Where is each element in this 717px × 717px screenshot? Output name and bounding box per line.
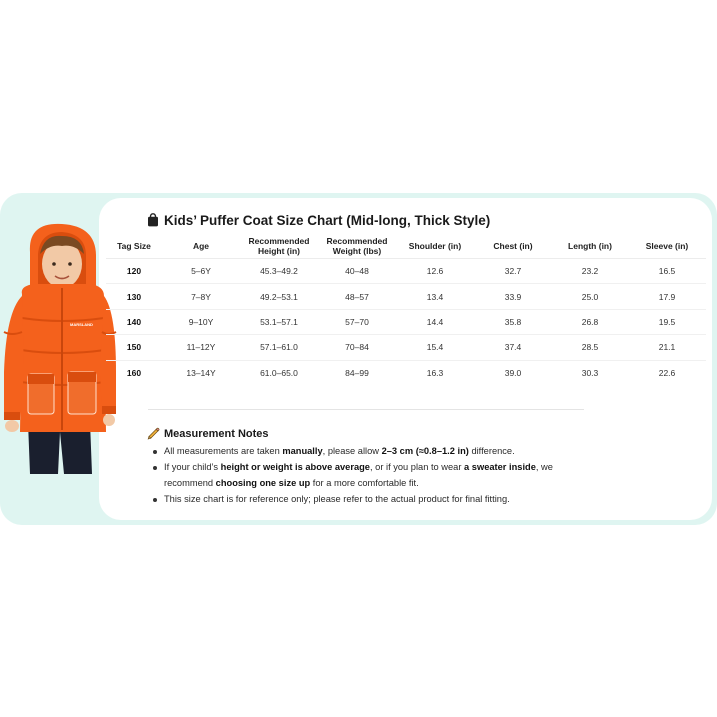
table-cell: 23.2 bbox=[552, 259, 628, 284]
tag-size-cell: 120 bbox=[106, 259, 162, 284]
table-header-cell bbox=[396, 233, 474, 259]
notes-heading bbox=[147, 426, 269, 441]
table-cell: 21.1 bbox=[628, 335, 706, 360]
header-line: Height (in) bbox=[257, 245, 301, 256]
note-text: , or if you plan to wear bbox=[369, 462, 465, 473]
table-cell: 61.0–65.0 bbox=[260, 367, 298, 378]
table-cell: 12.6 bbox=[396, 259, 474, 284]
table-cell: 26.8 bbox=[552, 309, 628, 334]
table-cell: 37.4 bbox=[474, 335, 552, 360]
table-body bbox=[106, 259, 706, 385]
table-cell: 15.4 bbox=[396, 335, 474, 360]
table-cell: 9–10Y bbox=[162, 309, 240, 334]
chart-title bbox=[147, 211, 490, 229]
note-text: , we recommend bbox=[164, 462, 553, 488]
table-cell: 53.1–57.1 bbox=[240, 309, 318, 334]
tag-size-cell: 140 bbox=[106, 309, 162, 334]
table-row bbox=[106, 335, 706, 360]
note-text: If your child’s bbox=[164, 462, 221, 473]
table-header-row bbox=[106, 233, 706, 259]
table-cell: 48–57 bbox=[318, 284, 396, 309]
note-text: All measurements are taken bbox=[164, 446, 283, 456]
table-cell: 16.3 bbox=[426, 367, 444, 378]
header-line: Sleeve (in) bbox=[645, 240, 689, 251]
table-cell: 32.7 bbox=[474, 259, 552, 284]
table-header-cell bbox=[106, 233, 162, 259]
table-cell: 5–6Y bbox=[162, 259, 240, 284]
table-cell: 28.5 bbox=[552, 335, 628, 360]
table-header-cell bbox=[240, 233, 318, 259]
table-cell: 22.6 bbox=[658, 367, 676, 378]
note-text: , please allow bbox=[322, 446, 382, 456]
note-emphasis: choosing one size up bbox=[215, 477, 311, 488]
table-cell: 39.0 bbox=[504, 367, 522, 378]
coat-logo-text: MARSLAND bbox=[70, 322, 93, 327]
bullet-icon bbox=[153, 466, 157, 470]
note-text: difference. bbox=[468, 446, 515, 456]
header-line: Recommended bbox=[326, 235, 388, 246]
table-cell: 30.3 bbox=[581, 367, 599, 378]
note-item bbox=[150, 492, 600, 508]
table-cell: 33.9 bbox=[474, 284, 552, 309]
note-text: for a more comfortable fit. bbox=[310, 477, 419, 488]
table-cell: 35.8 bbox=[474, 309, 552, 334]
note-item bbox=[150, 444, 600, 460]
table-cell: 13–14Y bbox=[186, 367, 216, 378]
table-cell: 57.1–61.0 bbox=[240, 335, 318, 360]
tag-size-cell: 160 bbox=[126, 367, 142, 378]
notes-heading-text: Measurement Notes bbox=[164, 427, 269, 440]
table-row bbox=[106, 360, 706, 385]
table-cell: 25.0 bbox=[552, 284, 628, 309]
table-header-cell bbox=[552, 233, 628, 259]
note-emphasis: a sweater inside bbox=[464, 462, 536, 473]
header-line: Weight (lbs) bbox=[332, 245, 382, 256]
table-cell: 19.5 bbox=[628, 309, 706, 334]
note-emphasis: height or weight is above average bbox=[220, 462, 370, 473]
header-line: Tag Size bbox=[117, 240, 151, 251]
table-cell: 45.3–49.2 bbox=[240, 259, 318, 284]
bullet-icon bbox=[153, 498, 157, 502]
section-divider bbox=[148, 409, 584, 410]
header-line: Chest (in) bbox=[493, 240, 533, 251]
table-header-cell bbox=[162, 233, 240, 259]
note-emphasis: manually bbox=[282, 446, 323, 456]
table-header-cell bbox=[318, 233, 396, 259]
bullet-icon bbox=[153, 450, 157, 454]
size-chart-table bbox=[106, 233, 706, 385]
table-header-cell bbox=[628, 233, 706, 259]
notes-list bbox=[150, 444, 600, 507]
pencil-icon bbox=[147, 427, 160, 440]
table-cell: 49.2–53.1 bbox=[240, 284, 318, 309]
table-header-cell bbox=[474, 233, 552, 259]
header-line: Shoulder (in) bbox=[408, 240, 462, 251]
table-cell: 57–70 bbox=[318, 309, 396, 334]
table-row bbox=[106, 259, 706, 284]
header-line: Length (in) bbox=[568, 240, 612, 251]
header-line: Recommended bbox=[248, 235, 310, 246]
chart-title-text: Kids’ Puffer Coat Size Chart (Mid-long, Thick Style) bbox=[164, 212, 491, 228]
header-line: Age bbox=[192, 240, 210, 251]
tag-size-cell: 150 bbox=[106, 335, 162, 360]
table-cell: 13.4 bbox=[396, 284, 474, 309]
table-row bbox=[106, 284, 706, 309]
shopping-bag-icon bbox=[147, 213, 159, 227]
kid-in-puffer-coat-image bbox=[0, 222, 118, 474]
tag-size-cell: 130 bbox=[106, 284, 162, 309]
table-cell: 70–84 bbox=[318, 335, 396, 360]
note-emphasis: 2–3 cm (≈0.8–1.2 in) bbox=[381, 446, 469, 456]
table-cell: 14.4 bbox=[396, 309, 474, 334]
table-cell: 84–99 bbox=[345, 367, 369, 378]
table-row bbox=[106, 309, 706, 334]
table-cell: 16.5 bbox=[628, 259, 706, 284]
table-cell: 7–8Y bbox=[162, 284, 240, 309]
note-item bbox=[150, 460, 600, 491]
table-cell: 17.9 bbox=[628, 284, 706, 309]
table-cell: 11–12Y bbox=[162, 335, 240, 360]
note-text: This size chart is for reference only; please refer to the actual product for final fitting. bbox=[164, 493, 510, 504]
table-cell: 40–48 bbox=[318, 259, 396, 284]
